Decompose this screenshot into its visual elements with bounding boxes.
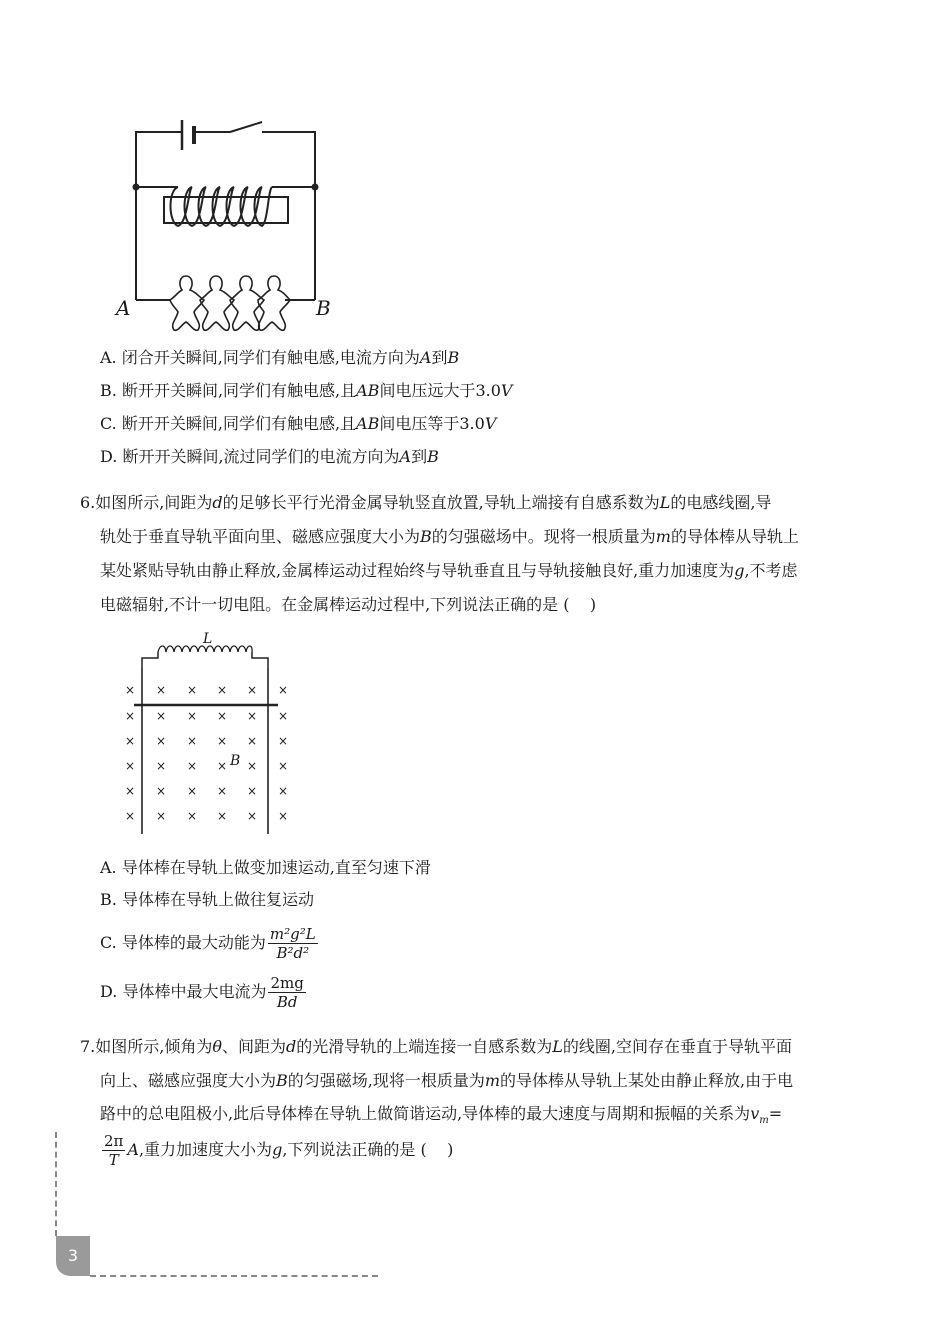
stem-text: ,下列说法正确的是 ( xyxy=(282,1140,427,1159)
page-bottom-dashed-rule xyxy=(90,1275,378,1277)
stem-text: 向上、磁感应强度大小为 xyxy=(100,1071,277,1090)
option-text: 导体棒在导轨上做变加速运动,直至匀速下滑 xyxy=(121,858,431,877)
var: AB xyxy=(356,381,380,400)
svg-text:×: × xyxy=(246,759,258,773)
option-letter: C. xyxy=(100,933,117,952)
svg-text:×: × xyxy=(216,734,228,748)
option-letter: A. xyxy=(100,858,117,877)
var: g xyxy=(272,1140,283,1159)
option-text: 间电压等于 xyxy=(379,414,460,433)
q7-line-1 xyxy=(80,1037,792,1057)
fraction-denominator: Bd xyxy=(276,993,298,1011)
svg-text:×: × xyxy=(216,759,228,773)
option-text: 闭合开关瞬间,同学们有触电感,电流方向为 xyxy=(121,348,420,367)
svg-text:×: × xyxy=(186,734,198,748)
q6-option-a xyxy=(100,858,431,878)
svg-text:×: × xyxy=(277,809,289,823)
q6-line-1 xyxy=(80,493,771,513)
option-letter: C. xyxy=(100,414,117,433)
svg-text:×: × xyxy=(124,759,136,773)
svg-text:×: × xyxy=(277,734,289,748)
option-letter: D. xyxy=(100,982,118,1001)
svg-text:×: × xyxy=(277,709,289,723)
q7-line-2 xyxy=(100,1071,793,1091)
var: AB xyxy=(356,414,380,433)
svg-text:×: × xyxy=(277,784,289,798)
var: A xyxy=(419,348,432,367)
unit: V xyxy=(484,414,497,433)
q6-option-d xyxy=(100,972,308,1012)
svg-text:×: × xyxy=(246,709,258,723)
q5-label-a: A xyxy=(116,296,131,320)
var: B xyxy=(427,447,439,466)
svg-text:×: × xyxy=(155,683,167,697)
q6-option-c xyxy=(100,923,320,963)
svg-text:×: × xyxy=(216,709,228,723)
stem-text: 如图所示,间距为 xyxy=(95,493,213,512)
q7-line-4 xyxy=(100,1130,453,1170)
svg-text:×: × xyxy=(246,809,258,823)
option-text: 断开开关瞬间,流过同学们的电流方向为 xyxy=(122,447,400,466)
answer-blank: ) xyxy=(569,595,597,614)
stem-text: 路中的总电阻极小,此后导体棒在导轨上做简谐运动,导体棒的最大速度与周期和振幅的关系为 xyxy=(100,1104,751,1123)
stem-text: 的电感线圈,导 xyxy=(670,493,772,512)
stem-text: 的导体棒从导轨上 xyxy=(670,527,799,546)
option-letter: A. xyxy=(100,348,117,367)
stem-text: 的光滑导轨的上端连接一自感系数为 xyxy=(296,1037,553,1056)
svg-text:×: × xyxy=(246,683,258,697)
answer-blank: ) xyxy=(426,1140,454,1159)
svg-text:×: × xyxy=(216,784,228,798)
svg-text:×: × xyxy=(216,683,228,697)
svg-text:×: × xyxy=(124,709,136,723)
fraction-denominator: T xyxy=(108,1151,119,1169)
svg-text:×: × xyxy=(124,784,136,798)
option-text: 到 xyxy=(431,348,448,367)
q6-rail-figure xyxy=(118,628,303,838)
option-text: 到 xyxy=(411,447,428,466)
option-text: 导体棒在导轨上做往复运动 xyxy=(121,890,314,909)
max-kinetic-energy-fraction xyxy=(268,925,318,962)
q6-label-l: L xyxy=(203,631,213,647)
svg-text:×: × xyxy=(246,734,258,748)
q5-label-b: B xyxy=(316,296,331,320)
stem-text: 某处紧贴导轨由静止释放,金属棒运动过程始终与导轨垂直且与导轨接触良好,重力加速度为 xyxy=(100,561,735,580)
max-current-fraction xyxy=(268,974,305,1011)
svg-text:×: × xyxy=(155,759,167,773)
option-text: 断开开关瞬间,同学们有触电感,且 xyxy=(121,381,357,400)
q6-label-b: B xyxy=(230,753,241,769)
stem-text: 的足够长平行光滑金属导轨竖直放置,导轨上端接有自感系数为 xyxy=(222,493,660,512)
fraction-numerator: 2π xyxy=(104,1132,124,1150)
svg-text:×: × xyxy=(155,734,167,748)
fraction-numerator: m²g²L xyxy=(269,925,316,943)
q5-circuit-figure xyxy=(110,110,340,340)
fraction-denominator: B²d² xyxy=(276,944,310,962)
svg-text:×: × xyxy=(246,784,258,798)
q6-option-b xyxy=(100,890,314,910)
var: m xyxy=(484,1071,501,1090)
svg-text:×: × xyxy=(124,809,136,823)
vm-fraction xyxy=(102,1132,125,1169)
option-text: 间电压远大于 xyxy=(379,381,476,400)
stem-text: 、间距为 xyxy=(222,1037,287,1056)
option-letter: B. xyxy=(100,381,117,400)
var: d xyxy=(286,1037,297,1056)
stem-text: 轨处于垂直导轨平面向里、磁感应强度大小为 xyxy=(100,527,421,546)
svg-text:×: × xyxy=(186,784,198,798)
question-number: 7. xyxy=(80,1037,96,1056)
stem-text: 的匀强磁场中。现将一根质量为 xyxy=(431,527,656,546)
option-text: 断开开关瞬间,同学们有触电感,且 xyxy=(121,414,357,433)
q5-option-a xyxy=(100,348,459,368)
svg-text:×: × xyxy=(155,809,167,823)
q5-option-b xyxy=(100,381,512,401)
svg-text:×: × xyxy=(155,709,167,723)
stem-text: ,重力加速度大小为 xyxy=(138,1140,273,1159)
svg-text:×: × xyxy=(186,683,198,697)
stem-text: 的匀强磁场,现将一根质量为 xyxy=(287,1071,485,1090)
svg-text:×: × xyxy=(124,683,136,697)
q7-line-3 xyxy=(100,1104,782,1131)
option-text: 导体棒的最大动能为 xyxy=(121,933,266,952)
stem-text: ,不考虑 xyxy=(744,561,798,580)
svg-text:×: × xyxy=(186,709,198,723)
svg-text:×: × xyxy=(155,784,167,798)
stem-text: 的导体棒从导轨上某处由静止释放,由于电 xyxy=(500,1071,794,1090)
stem-text: 如图所示,倾角为 xyxy=(95,1037,213,1056)
var: v xyxy=(750,1104,760,1123)
var: A xyxy=(127,1140,139,1159)
unit: V xyxy=(500,381,513,400)
q6-line-2 xyxy=(100,527,799,547)
svg-text:×: × xyxy=(216,809,228,823)
var: A xyxy=(399,447,412,466)
question-number: 6. xyxy=(80,493,96,512)
var: m xyxy=(655,527,671,546)
var: d xyxy=(212,493,223,512)
stem-text: 的线圈,空间存在垂直于导轨平面 xyxy=(562,1037,792,1056)
var: g xyxy=(734,561,745,580)
page-number: 3 xyxy=(56,1236,90,1276)
q5-option-c xyxy=(100,414,496,434)
var: L xyxy=(552,1037,563,1056)
var: L xyxy=(659,493,671,512)
q6-line-3 xyxy=(100,561,798,581)
svg-text:×: × xyxy=(186,759,198,773)
q5-option-d xyxy=(100,447,439,467)
q6-line-4 xyxy=(100,595,596,615)
value: 3.0 xyxy=(475,381,501,400)
page-left-dashed-rule xyxy=(55,1132,57,1236)
svg-text:×: × xyxy=(277,683,289,697)
var: θ xyxy=(212,1037,222,1056)
subscript: m xyxy=(759,1115,769,1127)
value: 3.0 xyxy=(459,414,485,433)
fraction-numerator: 2mg xyxy=(270,974,304,992)
option-text: 导体棒中最大电流为 xyxy=(122,982,267,1001)
svg-text:×: × xyxy=(277,759,289,773)
svg-text:×: × xyxy=(124,734,136,748)
stem-text: 电磁辐射,不计一切电阻。在金属棒运动过程中,下列说法正确的是 ( xyxy=(100,595,570,614)
option-letter: D. xyxy=(100,447,118,466)
svg-text:×: × xyxy=(186,809,198,823)
var: B xyxy=(276,1071,288,1090)
equals: = xyxy=(768,1104,783,1123)
var: B xyxy=(420,527,432,546)
var: B xyxy=(447,348,460,367)
option-letter: B. xyxy=(100,890,117,909)
